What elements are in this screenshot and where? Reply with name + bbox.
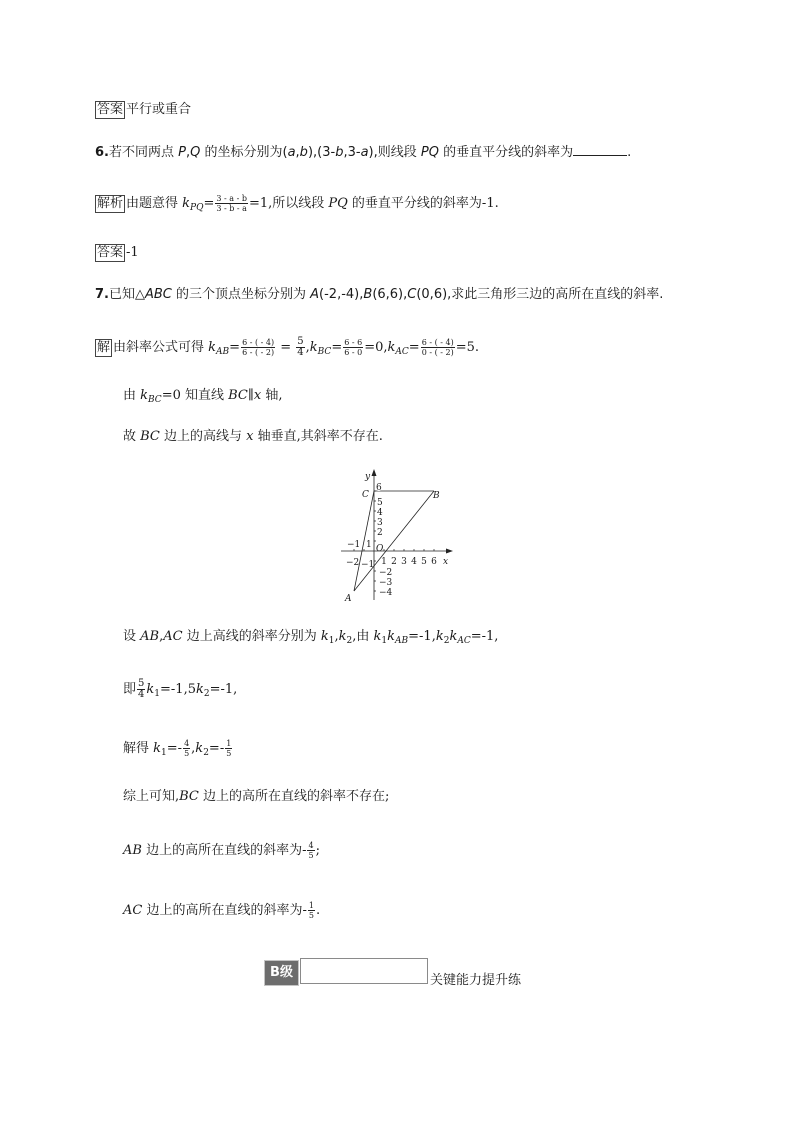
subscript: 2 [203,748,209,758]
var-b-point: B [363,287,373,302]
x-axis-label: x [443,557,449,567]
var-x: x [246,429,254,444]
solution-text: , [334,629,339,644]
answer-text: -1 [126,245,139,260]
solution-text: 轴, [261,388,283,403]
analysis-row [95,194,754,213]
fraction-numerator: 6 - 6 [344,338,363,347]
fraction-numerator: 6 - ( - 4) [242,338,275,347]
y-tick-label: −4 [379,588,393,598]
fraction-denominator: 4 [138,689,145,700]
solution-text: =-1,5 [160,682,196,697]
question-7 [95,286,754,304]
var-k: k [182,196,191,211]
solution-text: =-1, [470,629,499,644]
solution-text: 边上的高所在直线的斜率为- [141,843,307,858]
analysis-label: 解析 [97,196,124,211]
subscript: 1 [161,748,167,758]
y-axis-label: y [365,472,371,482]
var-ac: AC [123,903,143,918]
solution-text: 由 [123,388,141,403]
answer-text: 平行或重合 [126,102,192,117]
solution-label: 解 [97,340,111,355]
var-ab: AB [140,629,160,644]
y-tick-label: 5 [377,498,383,508]
solution-text: =0, [364,340,388,355]
level-badge: B级 [265,961,298,985]
x-tick-label: 1 [381,557,387,567]
var-a-point: A [310,287,320,302]
y-tick-label: −3 [379,578,393,588]
question-text: , [185,145,191,160]
var-c-point: C [407,287,417,302]
fraction [215,194,248,213]
var-k: k [387,629,396,644]
subscript: PQ [190,203,204,213]
var-k: k [320,629,329,644]
solution-text: 即 [123,682,137,697]
y-tick-label: 6 [376,483,382,493]
solution-text: 边上的高线与 [159,429,247,444]
fraction-kac [421,338,455,357]
x-tick-label: 4 [411,557,417,567]
var-a: a [360,145,369,160]
solution-text: ,由 [352,629,374,644]
solution-line-equations [123,679,754,700]
vertex-b-label: B [433,491,440,501]
question-text: (6,6), [372,287,408,302]
solution-text: , [191,741,196,756]
solution-line-results [123,739,754,758]
subscript: 2 [346,636,353,646]
fraction-numerator: 4 [308,841,314,850]
solution-text: 轴垂直,其斜率不存在. [253,429,383,444]
y-tick-label: 1 [366,540,372,550]
subscript: BC [317,347,332,357]
question-text: 的垂直平分线的斜率为 [438,145,574,160]
question-text: ),则线段 [368,145,421,160]
answer-1-row [95,101,754,119]
var-a: a [287,145,296,160]
var-k: k [208,340,217,355]
subscript: 2 [203,689,210,699]
var-x: x [253,388,262,403]
subscript: BC [148,395,162,405]
y-tick-label: 3 [377,518,383,528]
answer-label: 答案 [97,245,124,260]
analysis-text: 由题意得 [126,196,183,211]
solution-text: 解得 [123,741,154,756]
fraction-denominator: 5 [226,749,232,758]
var-k: k [309,340,318,355]
fraction-denominator: 6 - 0 [344,348,363,357]
var-q: Q [190,145,201,160]
fraction-numerator: 1 [226,739,232,748]
question-number: 6. [95,145,109,160]
fraction-denominator: 4 [297,347,304,358]
fraction-numerator: 1 [308,901,314,910]
solution-text: =5. [455,340,479,355]
solution-text: 由斜率公式可得 [113,340,209,355]
y-tick-label: 2 [377,528,383,538]
fraction-denominator: 3 - b - a [216,204,247,213]
subscript: 1 [154,689,161,699]
var-k: k [338,629,347,644]
var-bc: BC [140,429,160,444]
fraction-denominator: 0 - ( - 2) [421,348,454,357]
solution-text: 故 [123,429,141,444]
var-bc: BC [179,789,199,804]
x-tick-label: −2 [346,558,360,568]
var-p: P [178,145,186,160]
analysis-text: 的垂直平分线的斜率为-1. [347,196,499,211]
solution-text: ; [315,843,320,858]
var-k: k [140,388,149,403]
equals: = [408,340,420,355]
solution-text: 设 [123,629,141,644]
level-title: 关键能力提升练 [430,973,522,988]
solution-text: . [315,903,321,918]
x-tick-label: −1 [361,560,375,570]
analysis-text: = [203,196,215,211]
var-ab: AB [123,843,142,858]
solution-row [95,337,754,358]
fraction-five-fourths [296,337,304,358]
vertex-c-label: C [362,490,369,500]
fraction-five-fourths [137,679,145,700]
fraction-one-fifth [308,901,315,920]
var-k: k [373,629,382,644]
parallel-symbol: ∥ [247,388,254,403]
subscript: AC [395,347,409,357]
answer-label: 答案 [97,102,124,117]
fraction-denominator: 5 [308,851,314,860]
solution-text: =-1, [209,682,238,697]
solution-text: 边上的高所在直线的斜率为- [142,903,307,918]
level-title-box [300,958,428,984]
solution-line-bc-parallel [123,387,754,405]
question-text: , [295,145,300,160]
solution-line-set-slopes [123,628,754,646]
question-text: ),(3- [307,145,336,160]
x-tick-label: 2 [391,557,397,567]
question-text: 的坐标分别为( [200,145,288,160]
question-text: (-2,-4), [319,287,364,302]
var-k: k [195,682,204,697]
fraction-kbc [343,338,363,357]
x-tick-label: 6 [431,557,437,567]
fraction-numerator: 3 - a - b [216,194,247,203]
answer-blank [573,143,627,156]
x-tick-label: 5 [421,557,427,567]
solution-line-ac-height [123,901,754,920]
solution-text: =- [166,741,183,756]
y-axis-arrow [372,469,377,476]
solution-line-summary [123,788,754,806]
subscript: AB [395,636,409,646]
fraction-numerator: 5 [138,678,145,689]
answer-2-row [95,244,754,262]
question-text: . [627,145,632,160]
analysis-text: =1,所以线段 [248,196,329,211]
var-k: k [449,629,458,644]
var-k: k [195,741,204,756]
vertex-a-label: A [345,594,352,604]
solution-text: 边上高线的斜率分别为 [182,629,321,644]
fraction-numerator: 4 [184,739,190,748]
var-k: k [153,741,162,756]
solution-line-ab-height [123,841,754,860]
var-k: k [146,682,155,697]
subscript: AC [457,636,471,646]
var-k: k [387,340,396,355]
question-text: ,3- [343,145,361,160]
fraction-denominator: 5 [184,749,190,758]
question-number: 7. [95,287,109,302]
fraction-one-fifth [225,739,232,758]
origin-label: O [376,544,384,554]
var-abc: ABC [144,287,172,302]
var-k: k [435,629,444,644]
equals: = [331,340,343,355]
fraction-four-fifths [183,739,190,758]
question-text: 已知△ [108,287,145,302]
question-6 [95,143,754,162]
question-text: 的三个顶点坐标分别为 [171,287,311,302]
var-b: b [299,145,308,160]
solution-text: 综上可知, [123,789,180,804]
x-tick-label: 3 [401,557,407,567]
solution-line-bc-height [123,428,754,446]
var-pq: PQ [328,196,348,211]
tick-label: −1 [347,540,361,550]
question-text: 若不同两点 [108,145,179,160]
equals: = [229,340,241,355]
triangle-coordinate-diagram [330,462,462,604]
solution-text: , [159,629,164,644]
solution-text: =0 知直线 [161,388,229,403]
subscript: 1 [381,636,388,646]
solution-text: =- [208,741,225,756]
var-ac: AC [163,629,183,644]
fraction-numerator: 5 [297,336,304,347]
question-text: (0,6),求此三角形三边的高所在直线的斜率. [416,287,664,302]
var-pq: PQ [420,145,439,160]
fraction-four-fifths [307,841,314,860]
subscript: 2 [443,636,450,646]
solution-text: 边上的高所在直线的斜率不存在; [198,789,390,804]
var-bc: BC [228,388,248,403]
subscript: 1 [328,636,335,646]
solution-text: =-1, [408,629,436,644]
fraction-kab [241,338,275,357]
fraction-denominator: 5 [308,911,314,920]
y-tick-label: 4 [377,508,383,518]
var-b: b [335,145,344,160]
fraction-numerator: 6 - ( - 4) [421,338,454,347]
y-tick-label: −2 [379,568,393,578]
separator: , [305,340,310,355]
subscript: AB [216,347,230,357]
equals: = [276,340,296,355]
fraction-denominator: 6 - ( - 2) [242,348,275,357]
x-axis-arrow [446,549,453,554]
